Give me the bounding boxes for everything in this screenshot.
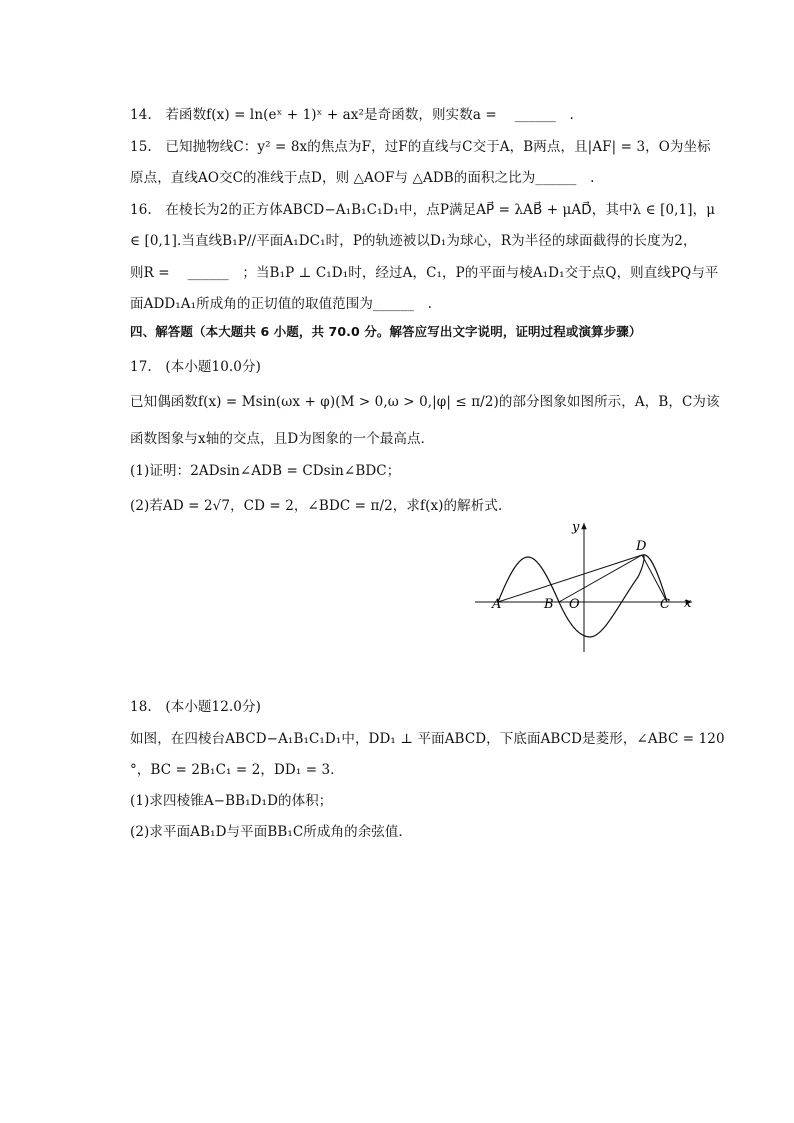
label-A: A — [492, 597, 502, 612]
question-18-line-2: °，BC = 2B₁C₁ = 2，DD₁ = 3． — [130, 762, 344, 778]
question-17-part-1: (1)证明：2ADsin∠ADB = CDsin∠BDC； — [130, 463, 401, 479]
question-16-line-3: 则R = ______ ；当B₁P ⊥ C₁D₁时，经过A，C₁，P的平面与棱A₁D₁交于点Q，则直线PQ与平 — [130, 265, 719, 281]
question-17-line-1: 已知偶函数f(x) = Msin(ωx + φ)(M > 0,ω > 0,|φ| ≤ π/2)的部分图象如图所示，A，B，C为该 — [130, 394, 720, 410]
sine-graph-figure — [470, 517, 710, 657]
question-17-header: 17. (本小题10.0分) — [130, 359, 261, 375]
question-18-line-1: 如图，在四棱台ABCD−A₁B₁C₁D₁中，DD₁ ⊥ 平面ABCD，下底面ABCD是菱形，∠ABC = 120 — [130, 731, 725, 747]
label-y: y — [572, 520, 580, 535]
question-17-part-2: (2)若AD = 2√7，CD = 2，∠BDC = π/2，求f(x)的解析式． — [130, 498, 512, 514]
question-17-line-2: 函数图象与x轴的交点，且D为图象的一个最高点． — [130, 431, 435, 447]
segment-CD — [642, 555, 667, 602]
label-x: x — [684, 596, 692, 611]
section-heading-answers: 四、解答题（本大题共 6 小题，共 70.0 分。解答应写出文字说明，证明过程或演算步骤） — [130, 324, 642, 339]
question-18-part-1: (1)求四棱锥A−BB₁D₁D的体积； — [130, 793, 333, 809]
question-15-line-1: 15. 已知抛物线C：y² = 8x的焦点为F，过F的直线与C交于A，B两点，且|AF| = 3，O为坐标 — [130, 139, 711, 155]
question-15-line-2: 原点，直线AO交C的准线于点D，则 △AOF与 △ADB的面积之比为______ . — [130, 170, 595, 186]
question-18-part-2: (2)求平面AB₁D与平面BB₁C所成角的余弦值． — [130, 824, 413, 840]
question-14: 14. 若函数f(x) = ln(eˣ + 1)ˣ + ax²是奇函数，则实数a = ______ . — [130, 107, 574, 123]
label-O: O — [569, 597, 580, 612]
label-D: D — [636, 539, 647, 554]
label-C: C — [660, 597, 670, 612]
sine-curve — [498, 555, 667, 637]
question-16-line-2: ∈ [0,1].当直线B₁P//平面A₁DC₁时，P的轨迹被以D₁为球心，R为半径的球面截得的长度为2， — [130, 233, 697, 249]
question-16-line-1: 16. 在棱长为2的正方体ABCD−A₁B₁C₁D₁中，点P满足AP⃗ = λAB⃗ + μAD⃗，其中λ ∈ [0,1]，μ — [130, 202, 716, 218]
question-18-header: 18. (本小题12.0分) — [130, 699, 261, 715]
question-16-line-4: 面ADD₁A₁所成角的正切值的取值范围为______ . — [130, 296, 433, 312]
label-B: B — [544, 597, 554, 612]
